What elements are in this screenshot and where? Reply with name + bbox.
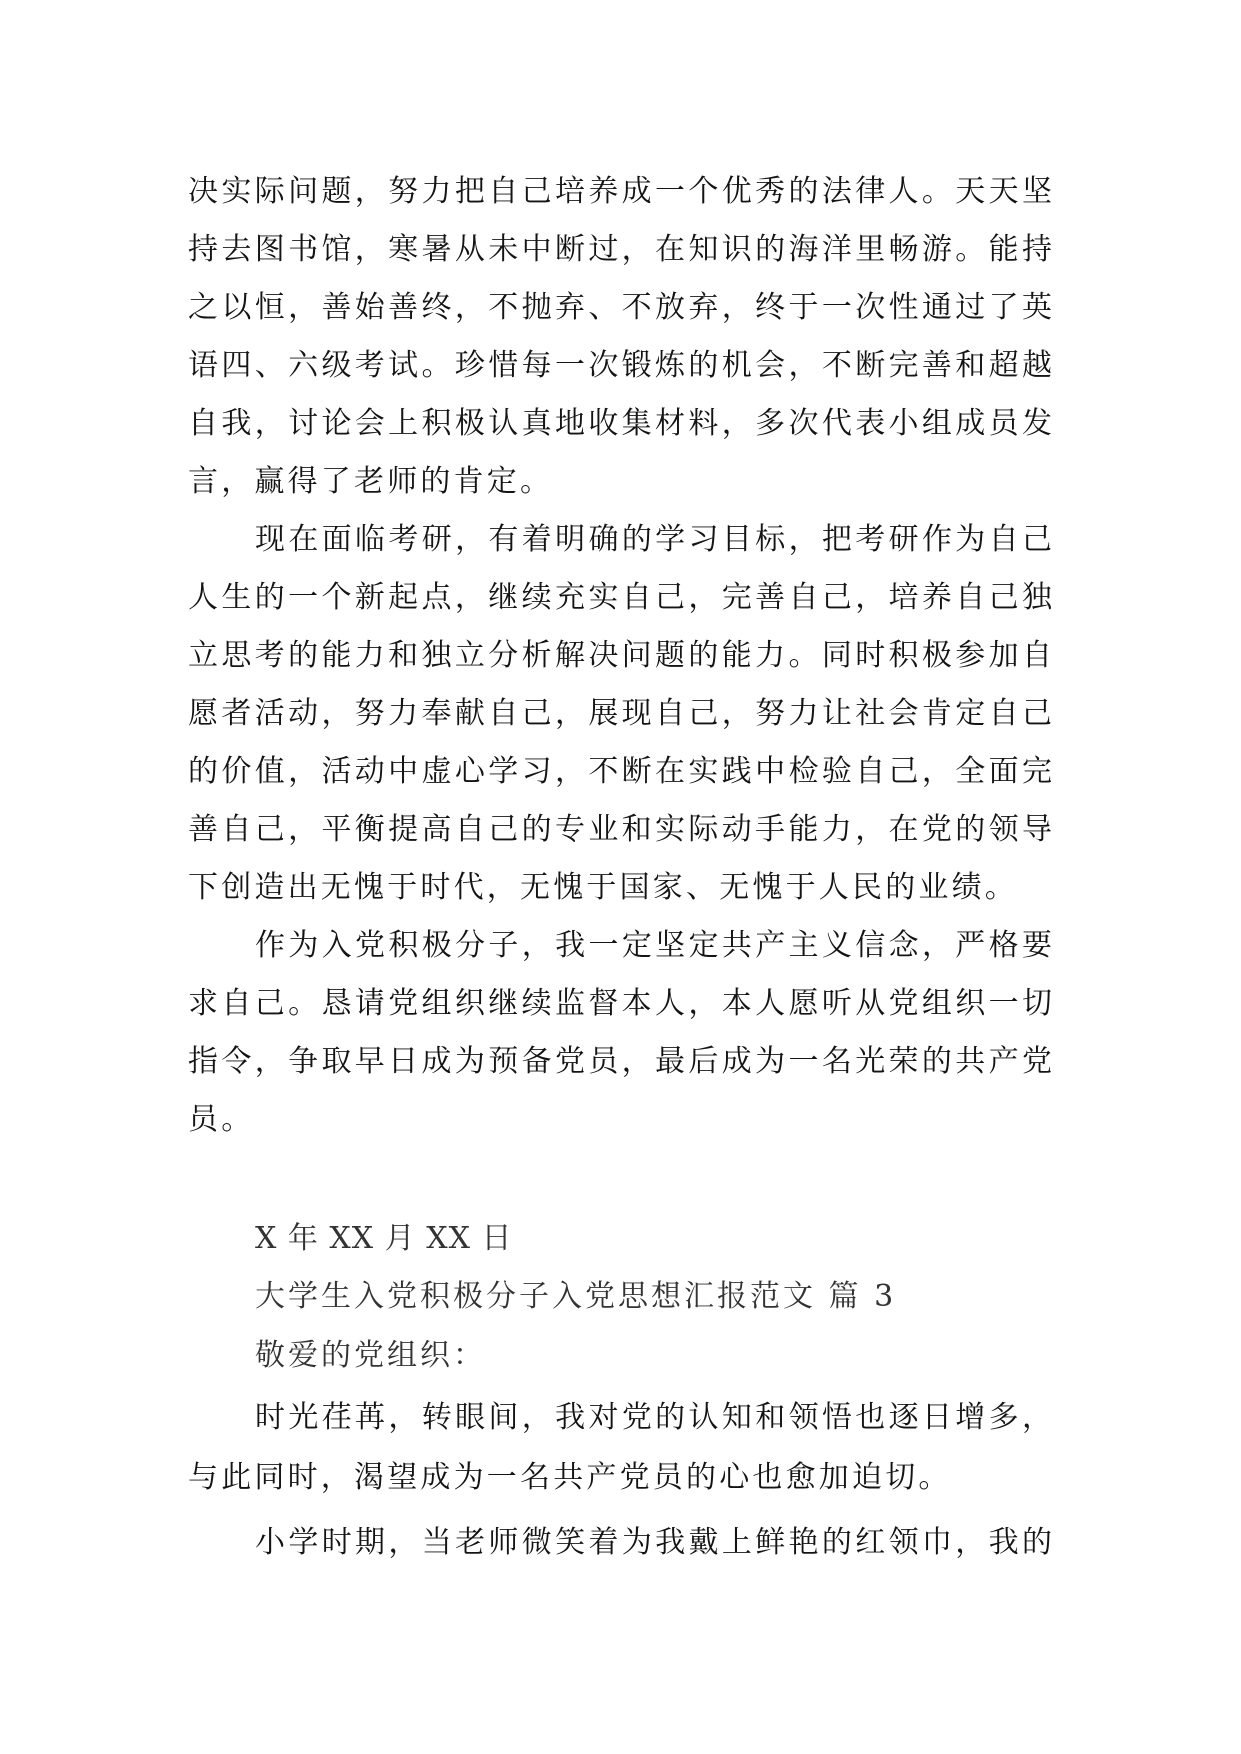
date-line: X 年 XX 月 XX 日 — [255, 1221, 513, 1256]
text-line: 的价值，活动中虚心学习，不断在实践中检验自己，全面完 — [188, 754, 1052, 789]
text-line: 作为入党积极分子，我一定坚定共产主义信念，严格要 — [255, 928, 1052, 963]
text-line: 持去图书馆，寒暑从未中断过，在知识的海洋里畅游。能持 — [188, 232, 1052, 267]
text-line: 指令，争取早日成为预备党员，最后成为一名光荣的共产党 — [188, 1044, 1052, 1079]
text-line: 现在面临考研，有着明确的学习目标，把考研作为自己 — [255, 522, 1052, 557]
text-line: 立思考的能力和独立分析解决问题的能力。同时积极参加自 — [188, 638, 1052, 673]
text-line: 下创造出无愧于时代，无愧于国家、无愧于人民的业绩。 — [188, 870, 1018, 905]
text-line: 语四、六级考试。珍惜每一次锻炼的机会，不断完善和超越 — [188, 348, 1052, 383]
salutation: 敬爱的党组织： — [255, 1338, 486, 1373]
text-line: 员。 — [188, 1102, 255, 1137]
text-line: 与此同时，渴望成为一名共产党员的心也愈加迫切。 — [188, 1460, 952, 1495]
article-title: 大学生入党积极分子入党思想汇报范文 篇 3 — [255, 1279, 897, 1314]
text-line: 善自己，平衡提高自己的专业和实际动手能力，在党的领导 — [188, 812, 1052, 847]
text-line: 之以恒，善始善终，不抛弃、不放弃，终于一次性通过了英 — [188, 290, 1052, 325]
text-line: 决实际问题，努力把自己培养成一个优秀的法律人。天天坚 — [188, 174, 1052, 209]
text-line: 愿者活动，努力奉献自己，展现自己，努力让社会肯定自己 — [188, 696, 1052, 731]
text-line: 时光荏苒，转眼间，我对党的认知和领悟也逐日增多， — [255, 1400, 1052, 1435]
text-line: 求自己。恳请党组织继续监督本人，本人愿听从党组织一切 — [188, 986, 1052, 1021]
text-line: 人生的一个新起点，继续充实自己，完善自己，培养自己独 — [188, 580, 1052, 615]
text-line: 自我，讨论会上积极认真地收集材料，多次代表小组成员发 — [188, 406, 1052, 441]
text-line: 小学时期，当老师微笑着为我戴上鲜艳的红领巾，我的 — [255, 1525, 1052, 1560]
text-line: 言，赢得了老师的肯定。 — [188, 464, 554, 499]
